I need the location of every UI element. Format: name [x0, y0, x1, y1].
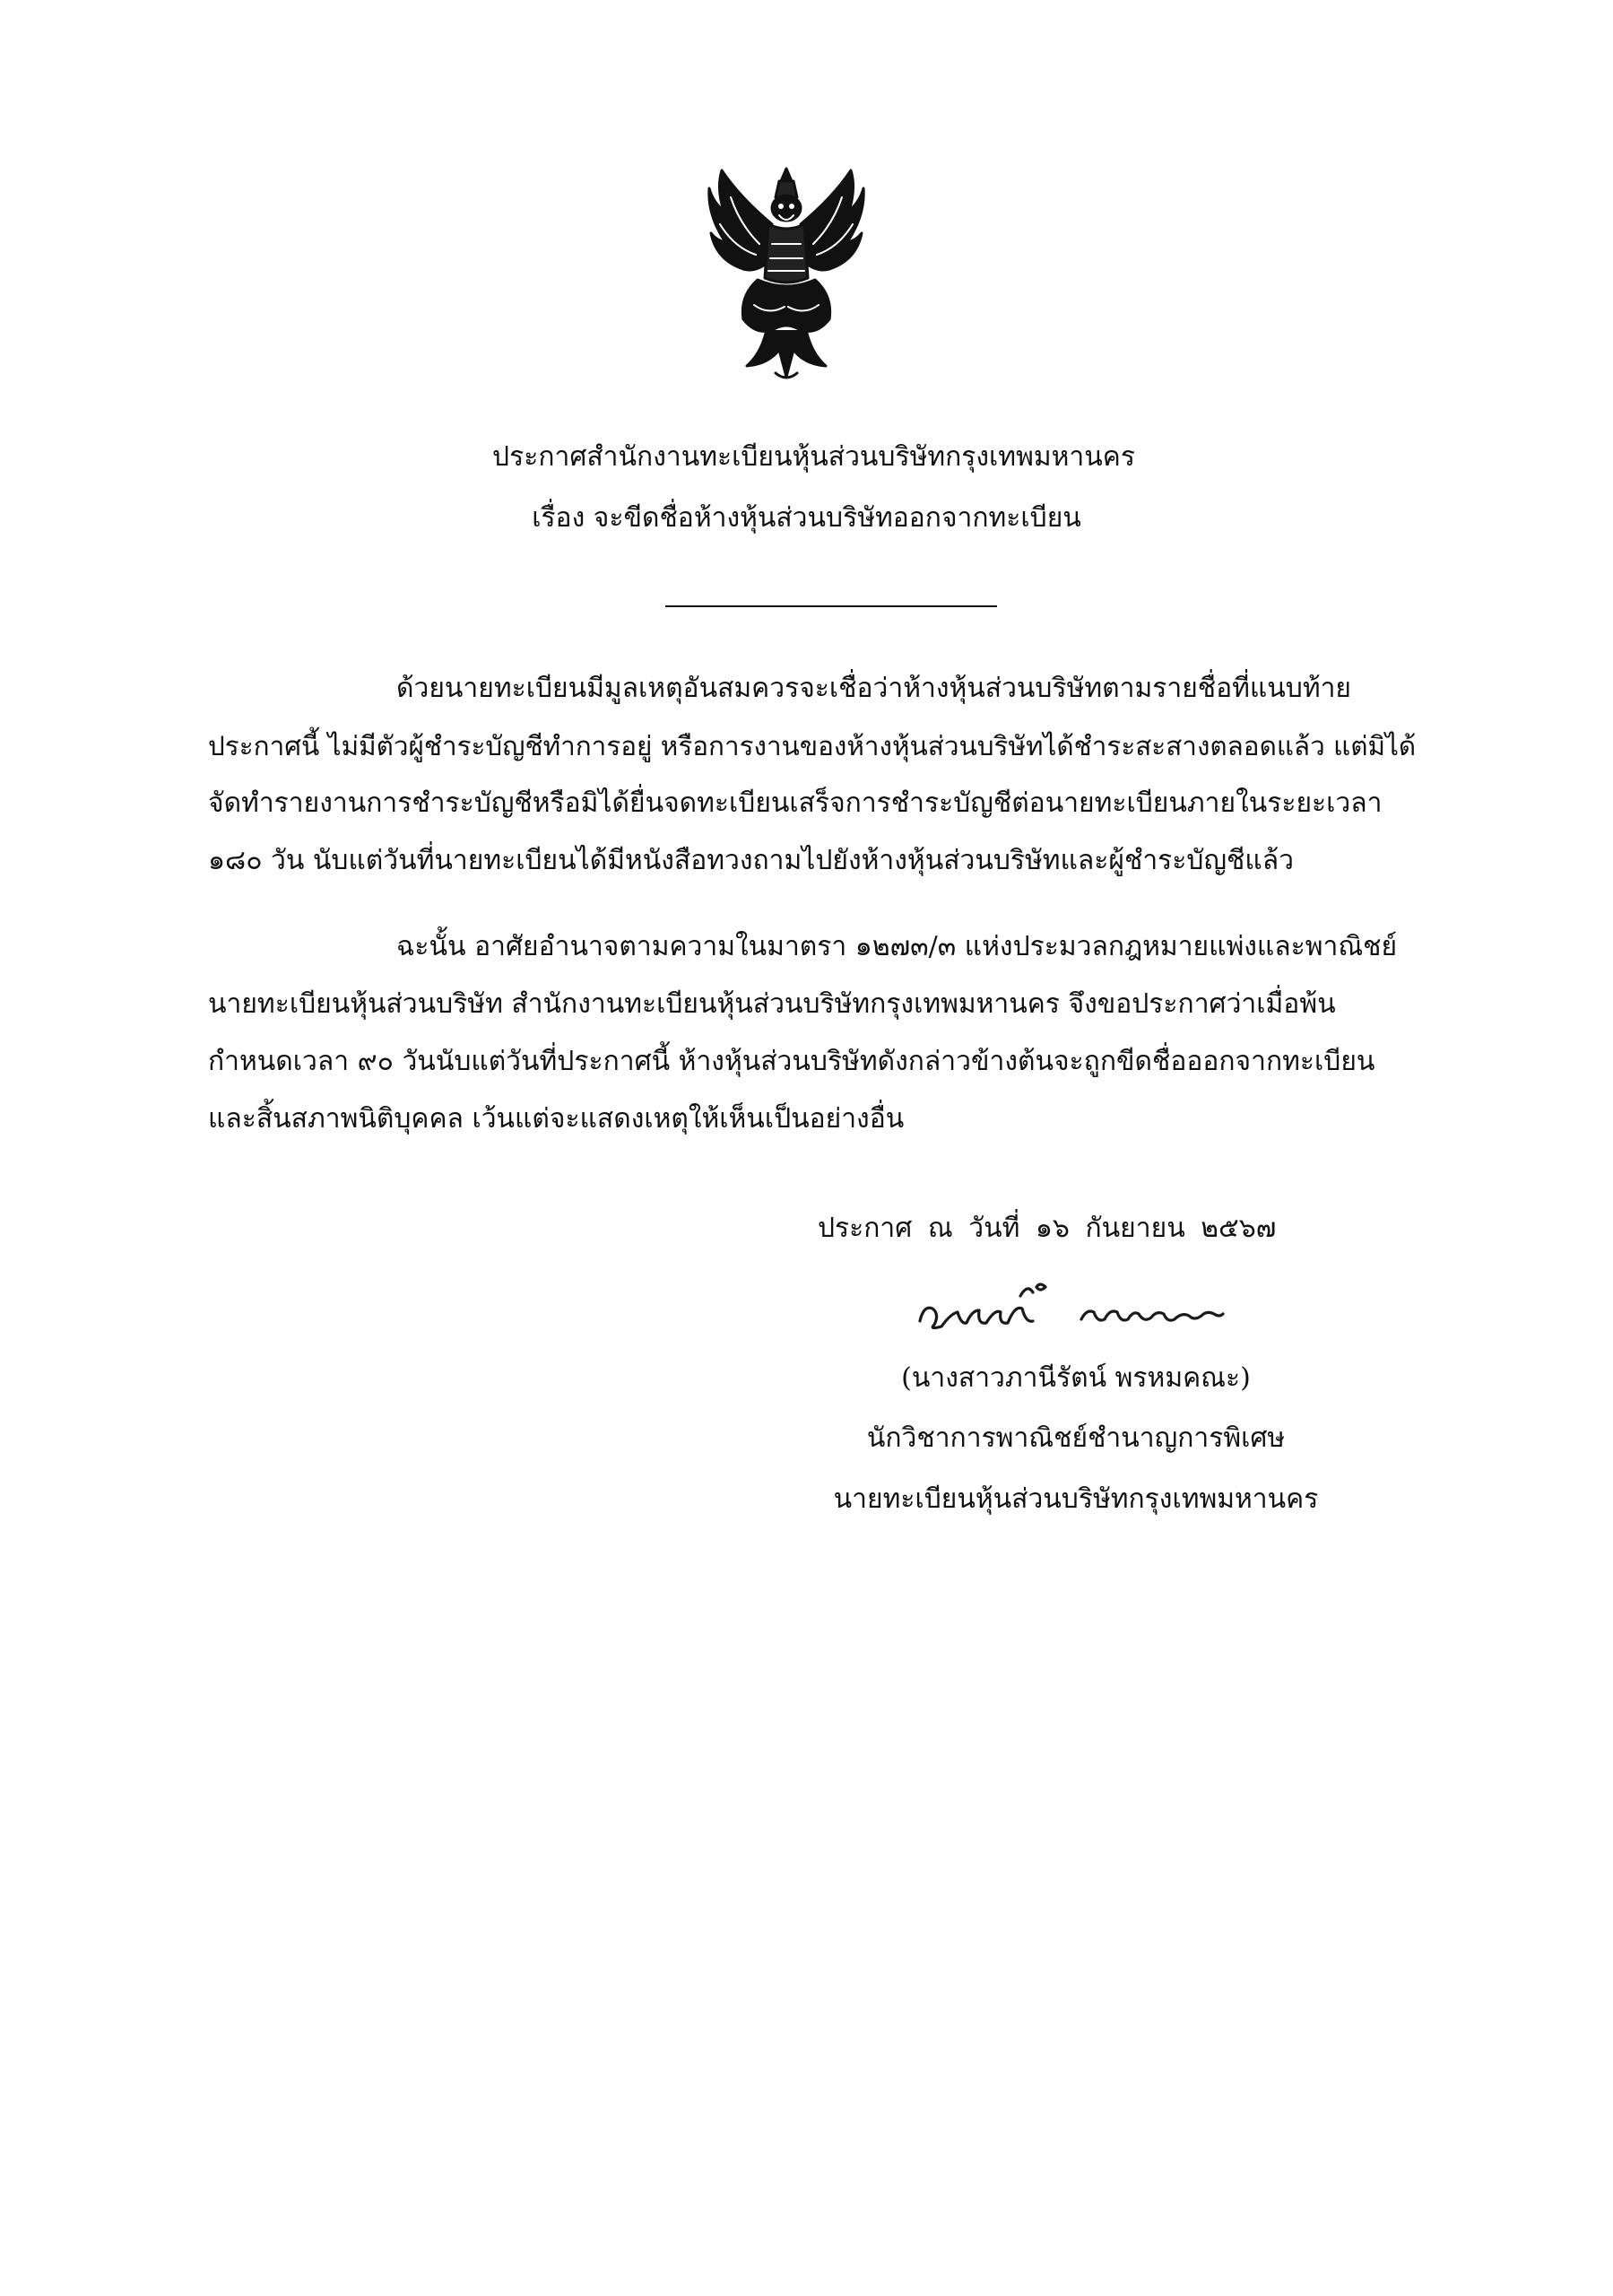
paragraph-line: จัดทำรายงานการชำระบัญชีหรือมิได้ยื่นจดทะเบียนเสร็จการชำระบัญชีต่อนายทะเบียนภายในระยะเวลา: [208, 787, 1383, 819]
paragraph-line: กำหนดเวลา ๙๐ วันนับแต่วันที่ประกาศนี้ ห้างหุ้นส่วนบริษัทดังกล่าวข้างต้นจะถูกขีดชื่อออกจากทะเบียน: [208, 1046, 1375, 1077]
paragraph-line: ประกาศนี้ ไม่มีตัวผู้ชำระบัญชีทำการอยู่ หรือการงานของห้างหุ้นส่วนบริษัทได้ชำระสะสางตลอดแล้ว แต่มิได้: [208, 730, 1417, 761]
paragraph-reason: [208, 660, 1417, 890]
handwritten-signature: [915, 1278, 1237, 1341]
paragraph-line: ด้วยนายทะเบียนมีมูลเหตุอันสมควรจะเชื่อว่าห้างหุ้นส่วนบริษัทตามรายชื่อที่แนบท้าย: [396, 673, 1352, 704]
announcement-date: ประกาศ ณ วันที่ ๑๖ กันยายน ๒๕๖๗: [818, 1213, 1277, 1244]
signer-name: (นางสาวภานีรัตน์ พรหมคณะ): [901, 1362, 1251, 1394]
paragraph-line: และสิ้นสภาพนิติบุคคล เว้นแต่จะแสดงเหตุให้เห็นเป็นอย่างอื่น: [208, 1103, 905, 1135]
heading-divider: [665, 605, 997, 607]
paragraph-line: ฉะนั้น อาศัยอำนาจตามความในมาตรา ๑๒๗๓/๓ แห่งประมวลกฎหมายแพ่งและพาณิชย์: [396, 931, 1398, 962]
paragraph-line: นายทะเบียนหุ้นส่วนบริษัท สำนักงานทะเบียนหุ้นส่วนบริษัทกรุงเทพมหานคร จึงขอประกาศว่าเมื่อพ้น: [208, 988, 1336, 1020]
announcement-subject: เรื่อง จะขีดชื่อห้างหุ้นส่วนบริษัทออกจากทะเบียน: [532, 502, 1081, 534]
paragraph-line: ๑๘๐ วัน นับแต่วันที่นายทะเบียนได้มีหนังสือทวงถามไปยังห้างหุ้นส่วนบริษัทและผู้ชำระบัญชีแล้ว: [208, 845, 1294, 876]
paragraph-decision: [208, 918, 1417, 1148]
announcement-heading: ประกาศสำนักงานทะเบียนหุ้นส่วนบริษัทกรุงเทพมหานคร: [492, 441, 1135, 473]
signer-position: นักวิชาการพาณิชย์ชำนาญการพิเศษ: [866, 1422, 1286, 1454]
signer-registrar-title: นายทะเบียนหุ้นส่วนบริษัทกรุงเทพมหานคร: [833, 1483, 1319, 1515]
garuda-emblem-icon: [704, 161, 870, 386]
